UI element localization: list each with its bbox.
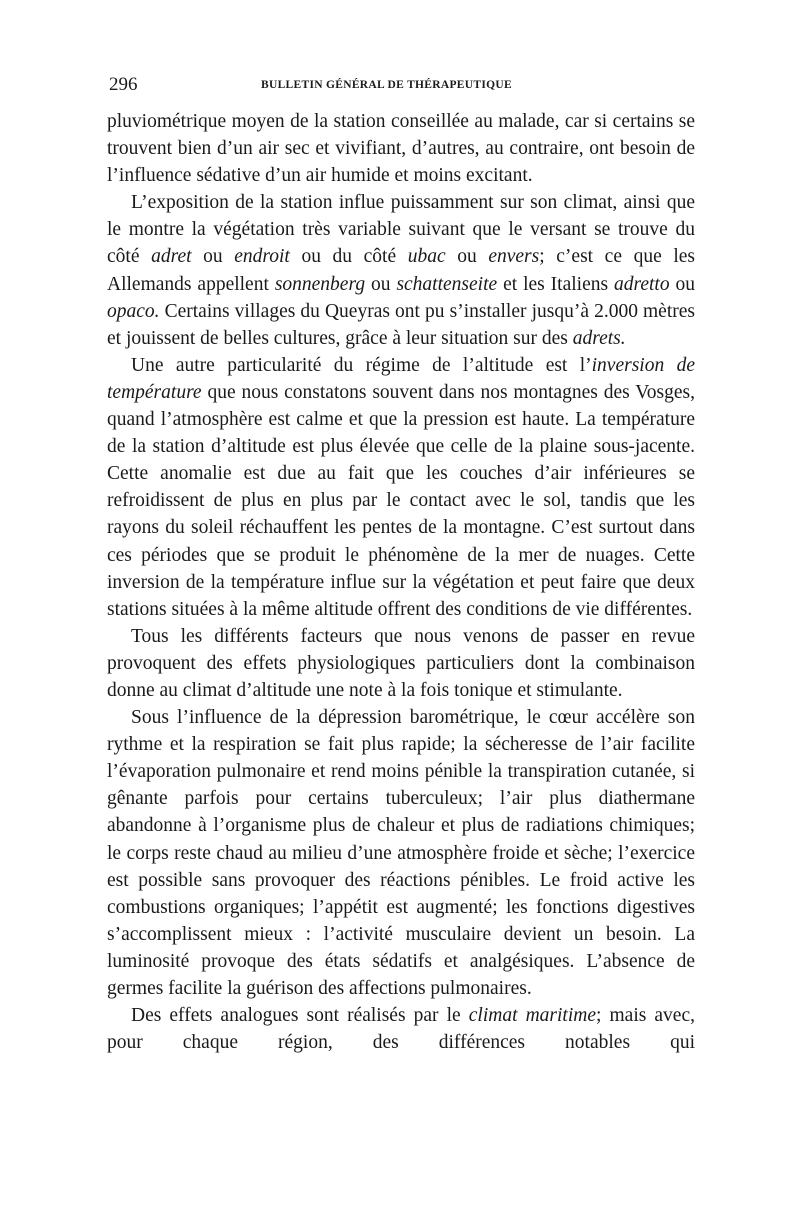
text-segment: et les Italiens [497, 273, 614, 295]
text-segment: Des effets analogues sont réalisés par le [131, 1005, 469, 1027]
text-segment: Certains villages du Queyras ont pu s’installer jusqu’à 2.000 mètres et jouissent de belles cultures, grâce à leur situation sur des [107, 300, 695, 349]
paragraph-5 [107, 704, 695, 1002]
text-segment: ou [669, 273, 696, 295]
italic-term: opaco. [107, 300, 160, 322]
running-head: BULLETIN GÉNÉRAL DE THÉRAPEUTIQUE [261, 79, 512, 91]
italic-term: adretto [613, 273, 670, 295]
text-segment: ou [365, 273, 397, 295]
italic-term: sonnenberg [274, 273, 366, 295]
text-segment: Sous l’influence de la dépression barométrique, le cœur accélère son rythme et la respiration se fait plus rapide; la sécheresse de l’air facilite l’évaporation pulmonaire et rend moins pénible la transpiration cutanée, si gênante parfois pour certains tuberculeux; l’air plus diathermane abandonne à l’organisme plus de chaleur et plus de radiations chimiques; le corps reste chaud au milieu d’une atmosphère froide et sèche; l’exercice est possible sans provoquer des réactions pénibles. Le froid active les combustions organiques; l’appétit est augmenté; les fonctions digestives s’accomplissent mieux : l’activité musculaire devient un besoin. La luminosité provoque des états sédatifs et analgésiques. L’absence de germes facilite la guérison des affections pulmonaires. [107, 707, 695, 999]
text-segment: Tous les différents facteurs que nous venons de passer en revue provoquent des effets physiologiques particuliers dont la combinaison donne au climat d’altitude une note à la fois tonique et stimulante. [107, 625, 695, 701]
italic-term: ubac [407, 246, 446, 268]
paragraph-2 [107, 189, 695, 352]
italic-term: adret [151, 246, 192, 268]
text-segment: Une autre particularité du régime de l’altitude est l’ [131, 354, 592, 376]
text-segment: ou du côté [289, 246, 408, 268]
page-header [107, 70, 695, 100]
body-text [107, 108, 695, 1056]
paragraph-4 [107, 623, 695, 704]
text-segment: ; mais avec, pour chaque région, des différences notables qui [107, 1005, 695, 1054]
paragraph-1 [107, 108, 695, 189]
italic-term: adrets. [572, 327, 626, 349]
book-page [107, 70, 695, 1056]
paragraph-6 [107, 1002, 695, 1056]
text-segment: ou [191, 246, 235, 268]
text-segment: L’exposition de la station influe puissamment sur son climat, ainsi que le montre la végétation très variable suivant que le versant se trouve du côté [107, 192, 695, 268]
text-segment: que nous constatons souvent dans nos montagnes des Vosges, quand l’atmosphère est calme et que la pression est haute. La température de la station d’altitude est plus élevée que celle de la plaine sous-jacente. Cette anomalie est due au fait que les couches d’air inférieures se refroidissent de plus en plus par le contact avec le sol, tandis que les rayons du soleil réchauffent les pentes de la montagne. C’est surtout dans ces périodes que se produit le phénomène de la mer de nuages. Cette inversion de la température influe sur la végétation et peut faire que deux stations situées à la même altitude offrent des conditions de vie différentes. [107, 381, 695, 620]
text-segment: ; c’est ce que les Allemands appellent [107, 246, 696, 295]
page-number: 296 [109, 74, 138, 95]
italic-term: inversion de température [107, 354, 695, 403]
italic-term: envers [488, 246, 540, 268]
text-segment: pluviométrique moyen de la station conseillée au malade, car si certains se trouvent bien d’un air sec et vivifiant, d’autres, au contraire, ont besoin de l’influence sédative d’un air humide et moins excitant. [107, 111, 695, 187]
text-segment: ou [445, 246, 489, 268]
italic-term: schattenseite [396, 273, 498, 295]
italic-term: endroit [234, 246, 290, 268]
italic-term: climat maritime [468, 1005, 596, 1027]
paragraph-3 [107, 352, 695, 623]
